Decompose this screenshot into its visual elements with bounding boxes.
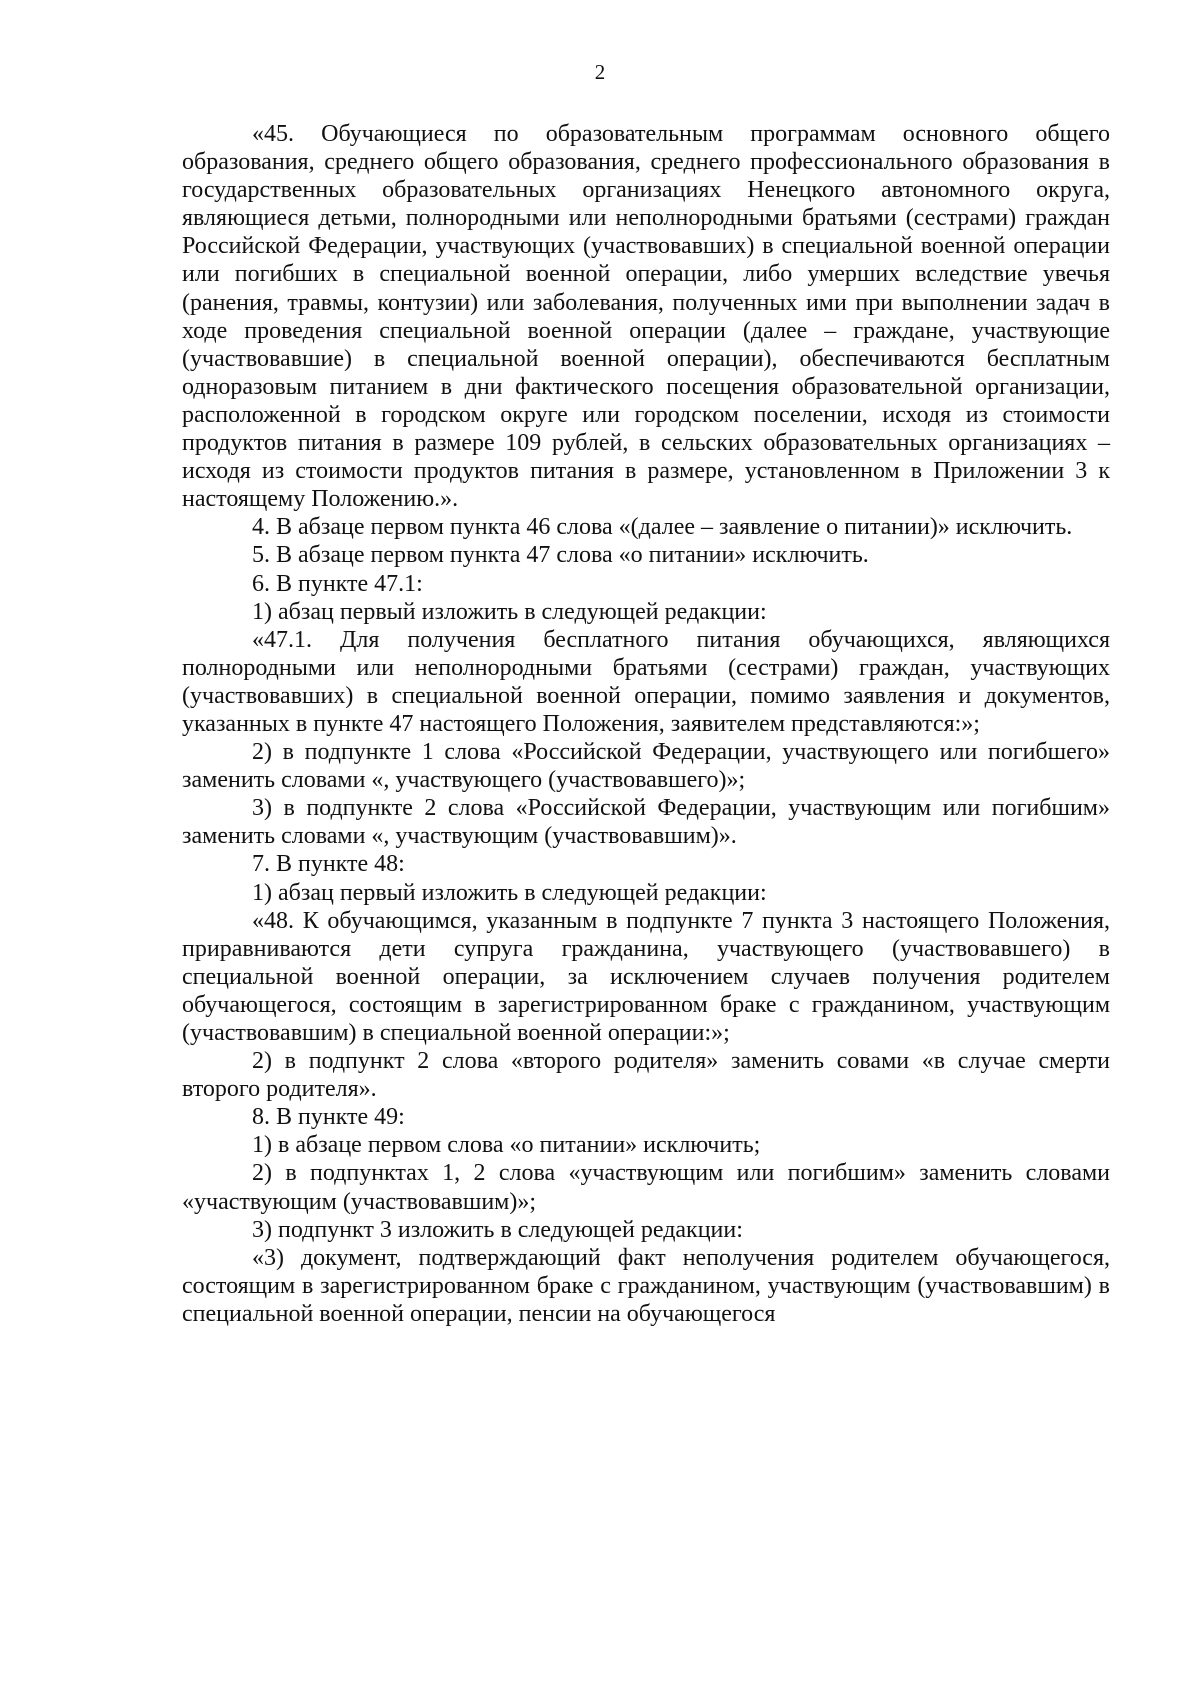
paragraph-item-8-sub-2: 2) в подпунктах 1, 2 слова «участвующим или погибшим» заменить словами «участвующим (участвовавшим)»; <box>182 1160 1110 1215</box>
paragraph-item-8-sub-3: 3) подпункт 3 изложить в следующей редакции: <box>252 1216 743 1243</box>
paragraph-item-5: 5. В абзаце первом пункта 47 слова «о питании» исключить. <box>252 542 869 569</box>
paragraph-item-8: 8. В пункте 49: <box>252 1104 405 1131</box>
paragraph-item-4: 4. В абзаце первом пункта 46 слова «(далее – заявление о питании)» исключить. <box>252 514 1073 541</box>
paragraph-item-7: 7. В пункте 48: <box>252 851 405 878</box>
paragraph-clause-47-1: «47.1. Для получения бесплатного питания обучающихся, являющихся полнородными или неполнородными братьями (сестрами) граждан, участвующих (участвовавших) в специальной военной операции, помимо заявления и документов, указанных в пункте 47 настоящего Положения, заявителем представляются:»; <box>182 626 1110 737</box>
document-body <box>182 120 1110 1328</box>
page-number: 2 <box>594 60 606 84</box>
paragraph-item-7-sub-2: 2) в подпункт 2 слова «второго родителя» заменить совами «в случае смерти второго родителя». <box>182 1048 1110 1103</box>
paragraph-item-6-sub-2: 2) в подпункте 1 слова «Российской Федерации, участвующего или погибшего» заменить словами «, участвующего (участвовавшего)»; <box>182 739 1110 794</box>
paragraph-item-7-sub-1: 1) абзац первый изложить в следующей редакции: <box>252 879 767 906</box>
paragraph-item-6-sub-1: 1) абзац первый изложить в следующей редакции: <box>252 598 767 625</box>
paragraph-item-6-sub-3: 3) в подпункте 2 слова «Российской Федерации, участвующим или погибшим» заменить словами «, участвующим (участвовавшим)». <box>182 795 1110 850</box>
paragraph-item-8-sub-1: 1) в абзаце первом слова «о питании» исключить; <box>252 1132 761 1159</box>
paragraph-clause-45: «45. Обучающиеся по образовательным программам основного общего образования, среднего общего образования, среднего профессионального образования в государственных образовательных организациях Ненецкого автономного округа, являющиеся детьми, полнородными или неполнородными братьями (сестрами) граждан Российской Федерации, участвующих (участвовавших) в специальной военной операции или погибших в специальной военной операции, либо умерших вследствие увечья (ранения, травмы, контузии) или заболевания, полученных ими при выполнении задач в ходе проведения специальной военной операции (далее – граждане, участвующие (участвовавшие) в специальной военной операции), обеспечиваются бесплатным одноразовым питанием в дни фактического посещения образовательной организации, расположенной в городском округе или городском поселении, исходя из стоимости продуктов питания в размере 109 рублей, в сельских образовательных организациях – исходя из стоимости продуктов питания в размере, установленном в Приложении 3 к настоящему Положению.». <box>182 121 1110 513</box>
paragraph-clause-49-3: «3) документ, подтверждающий факт неполучения родителем обучающегося, состоящим в зарегистрированном браке с гражданином, участвующим (участвовавшим) в специальной военной операции, пенсии на обучающегося <box>182 1244 1110 1327</box>
paragraph-clause-48: «48. К обучающимся, указанным в подпункте 7 пункта 3 настоящего Положения, приравниваются дети супруга гражданина, участвующего (участвовавшего) в специальной военной операции, за исключением случаев получения родителем обучающегося, состоящим в зарегистрированном браке с гражданином, участвующим (участвовавшим) в специальной военной операции:»; <box>182 907 1110 1046</box>
paragraph-item-6: 6. В пункте 47.1: <box>252 570 423 597</box>
